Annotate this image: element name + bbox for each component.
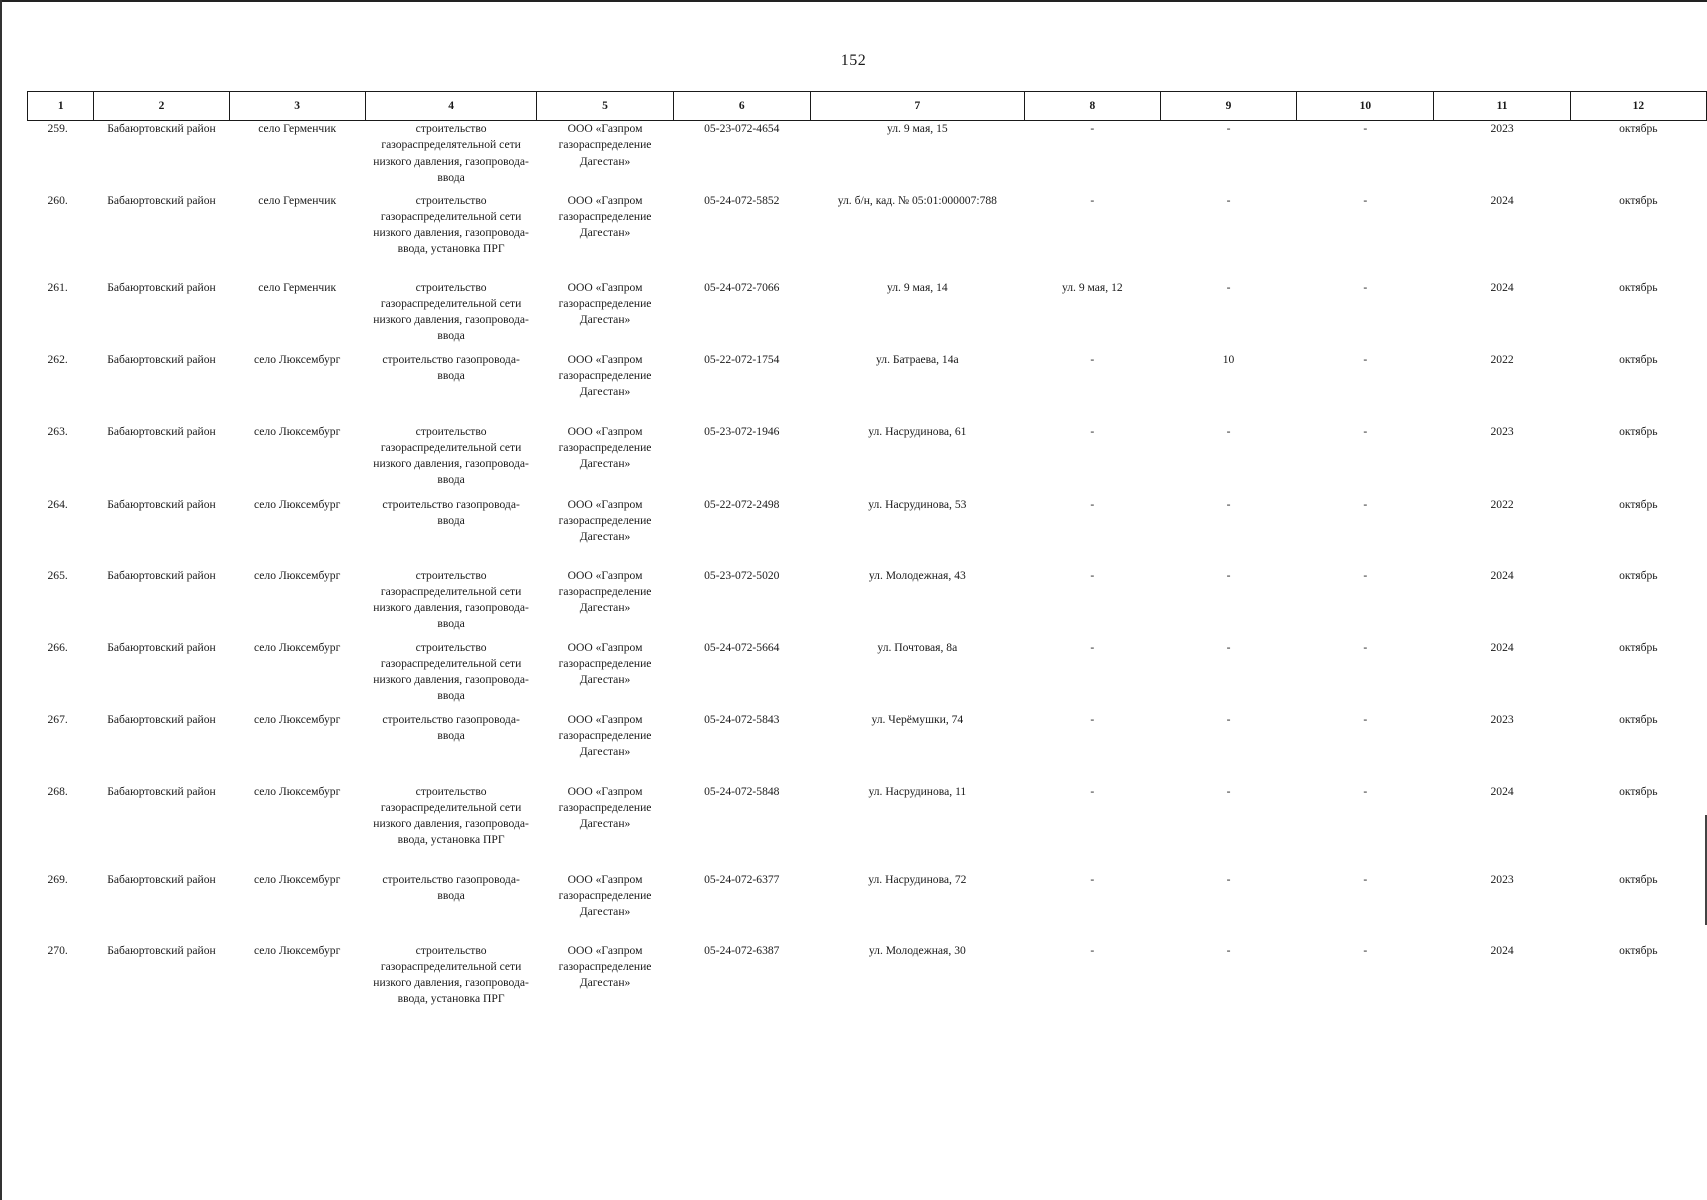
district-cell: Бабаюртовский район (107, 784, 216, 798)
month-cell: октябрь (1619, 712, 1658, 726)
work-description-cell: строительство газопровода-ввода (382, 872, 520, 902)
work-description-cell: строительство газораспределятельной сети низкого давления, газопровода-ввода (373, 122, 529, 184)
district-cell: Бабаюртовский район (107, 872, 216, 886)
row-number: 265. (47, 568, 68, 582)
request-code-cell: 05-23-072-1946 (704, 424, 780, 438)
operator-cell: ООО «Газпром газораспределение Дагестан» (558, 424, 652, 471)
year-cell: 2023 (1490, 712, 1514, 726)
col-header-8: 8 (1024, 92, 1160, 121)
address-cell: ул. 9 мая, 14 (886, 280, 948, 294)
operator-cell: ООО «Газпром газораспределение Дагестан» (558, 568, 652, 615)
settlement-cell: село Герменчик (258, 280, 337, 294)
col-header-9: 9 (1160, 92, 1296, 121)
column-10-cell: - (1363, 712, 1368, 726)
column-8-cell: - (1090, 122, 1095, 135)
year-cell: 2022 (1490, 497, 1514, 511)
year-cell: 2023 (1490, 872, 1514, 886)
district-cell: Бабаюртовский район (107, 193, 216, 207)
column-8-cell: - (1090, 872, 1095, 886)
col-header-4: 4 (365, 92, 537, 121)
district-cell: Бабаюртовский район (107, 280, 216, 294)
year-cell: 2024 (1490, 568, 1514, 582)
column-9-cell: - (1226, 424, 1231, 438)
column-9-cell: - (1226, 784, 1231, 798)
year-cell: 2023 (1490, 424, 1514, 438)
month-cell: октябрь (1619, 193, 1658, 207)
left-border-rule (0, 0, 2, 1200)
operator-cell: ООО «Газпром газораспределение Дагестан» (558, 122, 652, 168)
column-9-cell: - (1226, 943, 1231, 957)
request-code-cell: 05-24-072-5664 (704, 640, 780, 654)
district-cell: Бабаюртовский район (107, 712, 216, 726)
address-cell: ул. Молодежная, 30 (868, 943, 966, 957)
request-code-cell: 05-22-072-2498 (704, 497, 780, 511)
col-header-2: 2 (94, 92, 229, 121)
operator-cell: ООО «Газпром газораспределение Дагестан» (558, 497, 652, 544)
year-cell: 2024 (1490, 280, 1514, 294)
row-number: 267. (47, 712, 68, 726)
table-row (28, 497, 1707, 568)
table-row (28, 193, 1707, 280)
month-cell: октябрь (1619, 872, 1658, 886)
table-row (28, 712, 1707, 784)
column-9-cell: - (1226, 872, 1231, 886)
request-code-cell: 05-24-072-6387 (704, 943, 780, 957)
settlement-cell: село Люксембург (253, 568, 341, 582)
column-9-cell: - (1226, 712, 1231, 726)
top-border-rule (0, 0, 1707, 2)
year-cell: 2024 (1490, 784, 1514, 798)
month-cell: октябрь (1619, 784, 1658, 798)
settlement-cell: село Люксембург (253, 497, 341, 511)
request-code-cell: 05-22-072-1754 (704, 352, 780, 366)
settlement-cell: село Герменчик (258, 122, 337, 135)
month-cell: октябрь (1619, 640, 1658, 654)
table-row (28, 121, 1707, 193)
work-description-cell: строительство газораспределительной сети низкого давления, газопровода-ввода (373, 424, 529, 487)
year-cell: 2022 (1490, 352, 1514, 366)
work-description-cell: строительство газораспределительной сети низкого давления, газопровода-ввода, установка ПРГ (373, 943, 529, 1006)
request-code-cell: 05-23-072-4654 (704, 122, 780, 135)
page-number: 152 (840, 52, 867, 69)
settlement-cell: село Люксембург (253, 784, 341, 798)
address-cell: ул. Почтовая, 8а (877, 640, 958, 654)
column-8-cell: - (1090, 497, 1095, 511)
address-cell: ул. Насрудинова, 11 (868, 784, 967, 798)
year-cell: 2024 (1490, 943, 1514, 957)
column-8-cell: - (1090, 943, 1095, 957)
col-header-7: 7 (810, 92, 1024, 121)
work-description-cell: строительство газораспределительной сети низкого давления, газопровода-ввода (373, 640, 529, 703)
address-cell: ул. Батраева, 14а (876, 352, 959, 366)
col-header-10: 10 (1297, 92, 1434, 121)
operator-cell: ООО «Газпром газораспределение Дагестан» (558, 280, 652, 327)
request-code-cell: 05-23-072-5020 (704, 568, 780, 582)
row-number: 268. (47, 784, 68, 798)
operator-cell: ООО «Газпром газораспределение Дагестан» (558, 193, 652, 240)
table-row (28, 640, 1707, 712)
column-10-cell: - (1363, 784, 1368, 798)
work-description-cell: строительство газораспределительной сети низкого давления, газопровода-ввода, установка ПРГ (373, 193, 529, 256)
work-description-cell: строительство газопровода-ввода (382, 352, 520, 382)
settlement-cell: село Люксембург (253, 943, 341, 957)
district-cell: Бабаюртовский район (107, 122, 216, 135)
district-cell: Бабаюртовский район (107, 424, 216, 438)
column-9-cell: - (1226, 497, 1231, 511)
district-cell: Бабаюртовский район (107, 352, 216, 366)
column-10-cell: - (1363, 193, 1368, 207)
column-8-cell: - (1090, 352, 1095, 366)
column-10-cell: - (1363, 424, 1368, 438)
address-cell: ул. Черёмушки, 74 (871, 712, 964, 726)
operator-cell: ООО «Газпром газораспределение Дагестан» (558, 640, 652, 687)
operator-cell: ООО «Газпром газораспределение Дагестан» (558, 352, 652, 399)
settlement-cell: село Люксембург (253, 640, 341, 654)
month-cell: октябрь (1619, 568, 1658, 582)
row-number: 264. (47, 497, 68, 511)
request-code-cell: 05-24-072-5852 (704, 193, 780, 207)
column-10-cell: - (1363, 943, 1368, 957)
row-number: 260. (47, 193, 68, 207)
row-number: 269. (47, 872, 68, 886)
work-description-cell: строительство газопровода-ввода (382, 497, 520, 527)
row-number: 266. (47, 640, 68, 654)
column-10-cell: - (1363, 280, 1368, 294)
column-8-cell: - (1090, 193, 1095, 207)
column-10-cell: - (1363, 872, 1368, 886)
operator-cell: ООО «Газпром газораспределение Дагестан» (558, 712, 652, 759)
row-number: 263. (47, 424, 68, 438)
operator-cell: ООО «Газпром газораспределение Дагестан» (558, 943, 652, 990)
year-cell: 2024 (1490, 193, 1514, 207)
gasification-schedule-table (27, 91, 1707, 1033)
table-row (28, 424, 1707, 497)
table-row (28, 352, 1707, 424)
table-row (28, 943, 1707, 1033)
work-description-cell: строительство газораспределительной сети низкого давления, газопровода-ввода (373, 568, 529, 631)
month-cell: октябрь (1619, 280, 1658, 294)
column-10-cell: - (1363, 568, 1368, 582)
column-8-cell: ул. 9 мая, 12 (1061, 280, 1123, 294)
district-cell: Бабаюртовский район (107, 640, 216, 654)
request-code-cell: 05-24-072-5843 (704, 712, 780, 726)
row-number: 261. (47, 280, 68, 294)
column-9-cell: - (1226, 122, 1231, 135)
operator-cell: ООО «Газпром газораспределение Дагестан» (558, 784, 652, 831)
year-cell: 2024 (1490, 640, 1514, 654)
col-header-12: 12 (1570, 92, 1706, 121)
settlement-cell: село Люксембург (253, 424, 341, 438)
year-cell: 2023 (1490, 122, 1514, 135)
column-8-cell: - (1090, 712, 1095, 726)
table-row (28, 872, 1707, 943)
row-number: 270. (47, 943, 68, 957)
district-cell: Бабаюртовский район (107, 497, 216, 511)
address-cell: ул. б/н, кад. № 05:01:000007:788 (837, 193, 997, 207)
request-code-cell: 05-24-072-7066 (704, 280, 780, 294)
row-number: 259. (47, 122, 68, 135)
col-header-5: 5 (537, 92, 673, 121)
column-9-cell: - (1226, 280, 1231, 294)
work-description-cell: строительство газораспределительной сети низкого давления, газопровода-ввода (373, 280, 529, 343)
column-9-cell: 10 (1222, 352, 1235, 366)
work-description-cell: строительство газораспределительной сети низкого давления, газопровода-ввода, установка ПРГ (373, 784, 529, 847)
district-cell: Бабаюртовский район (107, 568, 216, 582)
operator-cell: ООО «Газпром газораспределение Дагестан» (558, 872, 652, 919)
address-cell: ул. Насрудинова, 72 (868, 872, 967, 886)
column-10-cell: - (1363, 497, 1368, 511)
address-cell: ул. Молодежная, 43 (868, 568, 966, 582)
column-8-cell: - (1090, 784, 1095, 798)
column-8-cell: - (1090, 640, 1095, 654)
address-cell: ул. Насрудинова, 53 (868, 497, 967, 511)
col-header-3: 3 (229, 92, 365, 121)
col-header-11: 11 (1434, 92, 1570, 121)
district-cell: Бабаюртовский район (107, 943, 216, 957)
column-10-cell: - (1363, 352, 1368, 366)
col-header-6: 6 (673, 92, 810, 121)
month-cell: октябрь (1619, 352, 1658, 366)
address-cell: ул. Насрудинова, 61 (868, 424, 967, 438)
column-9-cell: - (1226, 568, 1231, 582)
column-8-cell: - (1090, 568, 1095, 582)
request-code-cell: 05-24-072-5848 (704, 784, 780, 798)
row-number: 262. (47, 352, 68, 366)
column-9-cell: - (1226, 640, 1231, 654)
column-8-cell: - (1090, 424, 1095, 438)
month-cell: октябрь (1619, 497, 1658, 511)
settlement-cell: село Люксембург (253, 872, 341, 886)
column-10-cell: - (1363, 640, 1368, 654)
settlement-cell: село Герменчик (258, 193, 337, 207)
table-row (28, 568, 1707, 640)
month-cell: октябрь (1619, 122, 1658, 135)
month-cell: октябрь (1619, 943, 1658, 957)
table-row (28, 784, 1707, 872)
request-code-cell: 05-24-072-6377 (704, 872, 780, 886)
table-row (28, 280, 1707, 352)
settlement-cell: село Люксембург (253, 352, 341, 366)
settlement-cell: село Люксембург (253, 712, 341, 726)
column-number-header (28, 92, 1707, 121)
col-header-1: 1 (28, 92, 94, 121)
column-10-cell: - (1363, 122, 1368, 135)
month-cell: октябрь (1619, 424, 1658, 438)
work-description-cell: строительство газопровода-ввода (382, 712, 520, 742)
address-cell: ул. 9 мая, 15 (886, 122, 948, 135)
column-9-cell: - (1226, 193, 1231, 207)
